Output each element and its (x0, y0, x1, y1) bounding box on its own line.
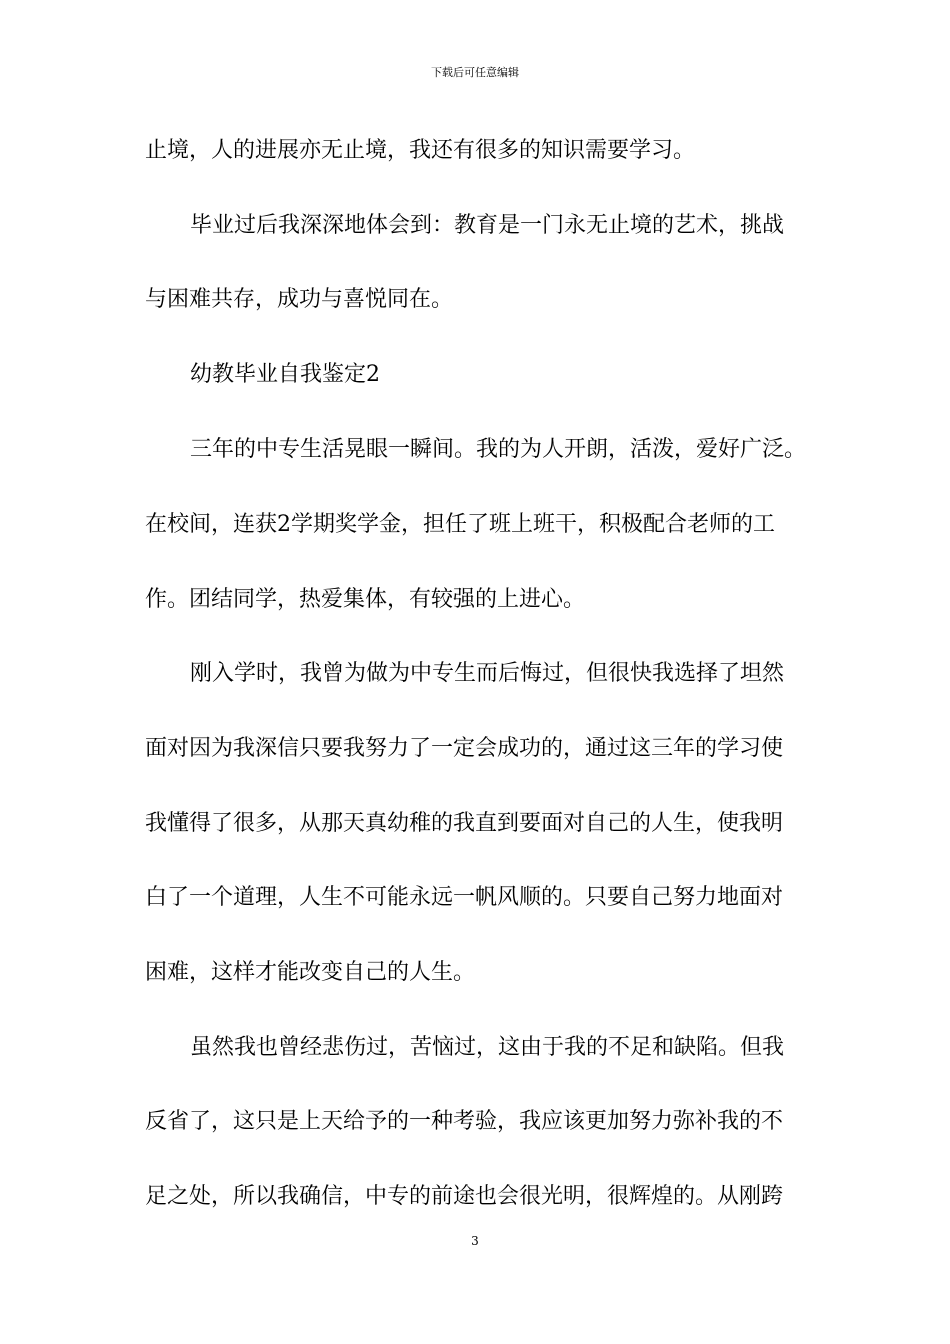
body-line: 足之处，所以我确信，中专的前途也会很光明，很辉煌的。从刚跨 (145, 1184, 784, 1209)
page-number: 3 (471, 1234, 479, 1248)
body-line: 我懂得了很多，从那天真幼稚的我直到要面对自己的人生，使我明 (145, 811, 784, 836)
body-line: 止境，人的进展亦无止境，我还有很多的知识需要学习。 (145, 138, 696, 163)
page-header: 下载后可任意编辑 (431, 66, 519, 79)
body-line: 与困难共存，成功与喜悦同在。 (145, 287, 454, 312)
paragraph-first-line: 虽然我也曾经悲伤过，苦恼过，这由于我的不足和缺陷。但我 (190, 1035, 785, 1060)
paragraph-first-line: 刚入学时，我曾为做为中专生而后悔过，但很快我选择了坦然 (190, 661, 785, 686)
body-line: 作。团结同学，热爱集体，有较强的上进心。 (145, 587, 586, 612)
body-line: 反省了，这只是上天给予的一种考验，我应该更加努力弥补我的不 (145, 1109, 784, 1134)
section-heading: 幼教毕业自我鉴定2 (190, 362, 380, 387)
body-line: 在校间，连获2学期奖学金，担任了班上班干，积极配合老师的工 (145, 512, 775, 537)
body-line: 困难，这样才能改变自己的人生。 (145, 960, 476, 985)
body-line: 白了一个道理，人生不可能永远一帆风顺的。只要自己努力地面对 (145, 885, 784, 910)
paragraph-first-line: 毕业过后我深深地体会到：教育是一门永无止境的艺术，挑战 (190, 213, 785, 238)
paragraph-first-line: 三年的中专生活晃眼一瞬间。我的为人开朗，活泼，爱好广泛。 (190, 437, 807, 462)
body-line: 面对因为我深信只要我努力了一定会成功的，通过这三年的学习使 (145, 736, 784, 761)
